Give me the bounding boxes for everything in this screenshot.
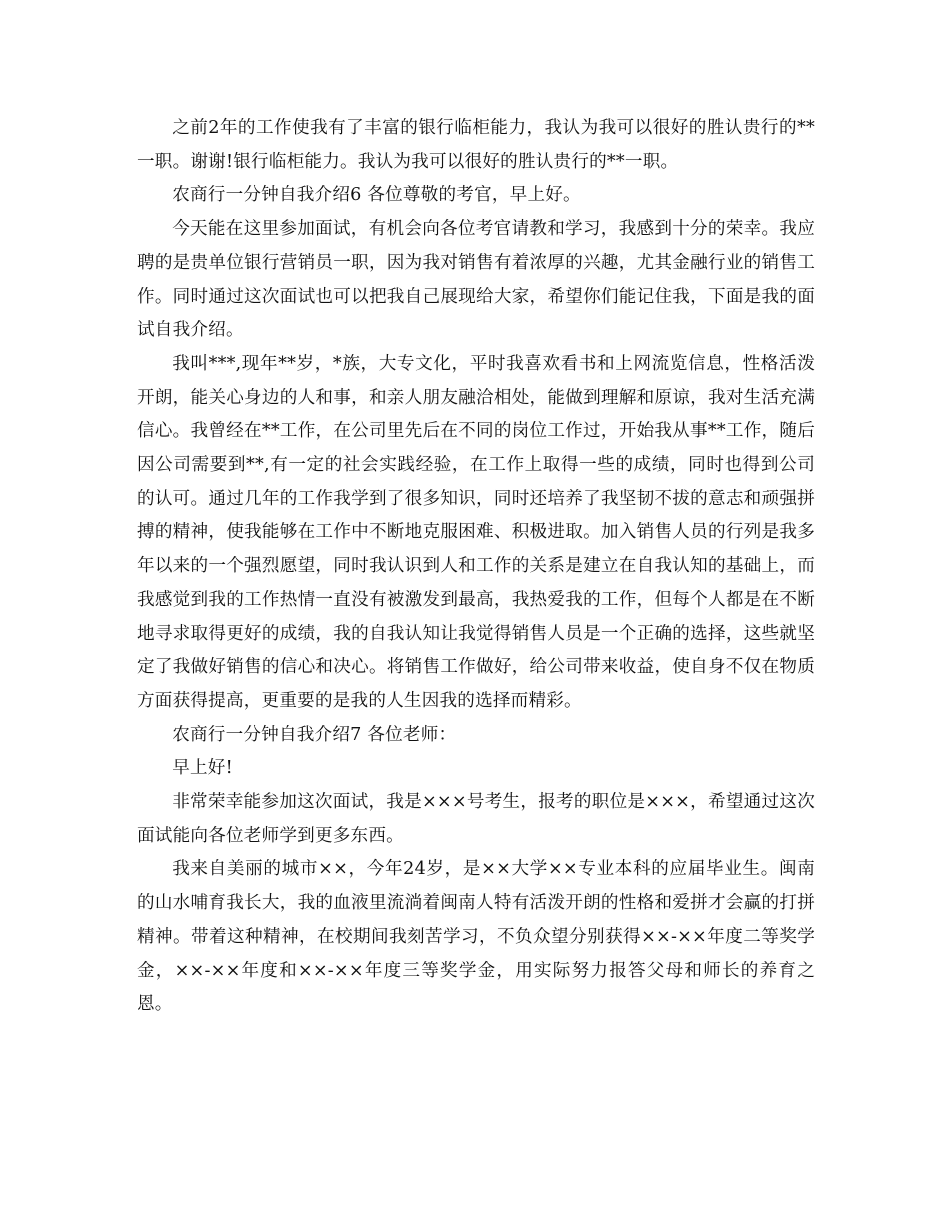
paragraph: 早上好!	[172, 758, 233, 779]
paragraph: 之前2年的工作使我有了丰富的银行临柜能力，我认为我可以很好的胜认贵行的**一职。谢谢!银行临柜能力。我认为我可以很好的胜认贵行的**一职。	[137, 118, 815, 172]
paragraph: 非常荣幸能参加这次面试，我是×××号考生，报考的职位是×××，希望通过这次面试能向各位老师学到更多东西。	[137, 792, 815, 846]
section-heading: 农商行一分钟自我介绍7 各位老师：	[172, 724, 457, 745]
paragraph: 我来自美丽的城市××，今年24岁，是××大学××专业本科的应届毕业生。闽南的山水哺育我长大，我的血液里流淌着闽南人特有活泼开朗的性格和爱拼才会赢的打拼精神。带着这种精神，在校期间我刻苦学习，不负众望分别获得××-××年度二等奖学金，××-××年度和××-××年度三等奖学金，用实际努力报答父母和师长的养育之恩。	[137, 859, 815, 1015]
document-body	[137, 112, 815, 1022]
paragraph: 我叫***,现年**岁，*族，大专文化，平时我喜欢看书和上网流览信息，性格活泼开朗，能关心身边的人和事，和亲人朋友融洽相处，能做到理解和原谅，我对生活充满信心。我曾经在**工作，在公司里先后在不同的岗位工作过，开始我从事**工作，随后因公司需要到**,有一定的社会实践经验，在工作上取得一些的成绩，同时也得到公司的认可。通过几年的工作我学到了很多知识，同时还培养了我坚韧不拔的意志和顽强拼搏的精神，使我能够在工作中不断地克服困难、积极进取。加入销售人员的行列是我多年以来的一个强烈愿望，同时我认识到人和工作的关系是建立在自我认知的基础上，而我感觉到我的工作热情一直没有被激发到最高，我热爱我的工作，但每个人都是在不断地寻求取得更好的成绩，我的自我认知让我觉得销售人员是一个正确的选择，这些就坚定了我做好销售的信心和决心。将销售工作做好，给公司带来收益，使自身不仅在物质方面获得提高，更重要的是我的人生因我的选择而精彩。	[137, 353, 815, 711]
paragraph: 今天能在这里参加面试，有机会向各位考官请教和学习，我感到十分的荣幸。我应聘的是贵单位银行营销员一职，因为我对销售有着浓厚的兴趣，尤其金融行业的销售工作。同时通过这次面试也可以把我自己展现给大家，希望你们能记住我，下面是我的面试自我介绍。	[137, 219, 815, 341]
section-heading: 农商行一分钟自我介绍6 各位尊敬的考官，早上好。	[172, 185, 581, 206]
